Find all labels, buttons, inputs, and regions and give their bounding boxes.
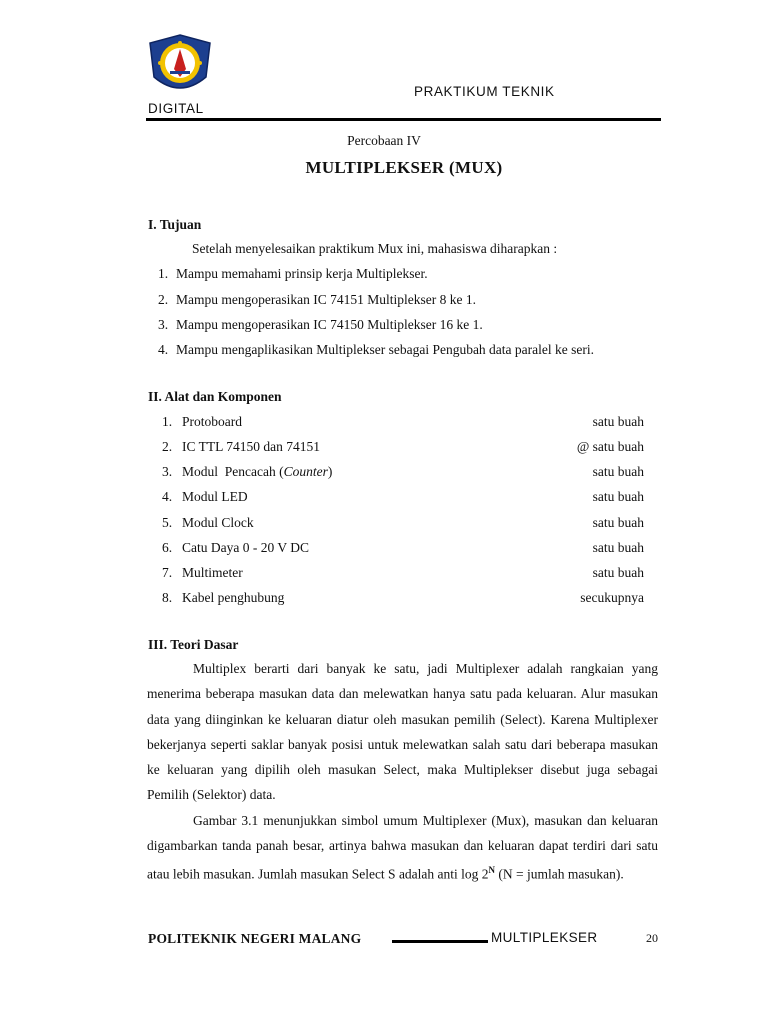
header-divider <box>146 118 661 121</box>
section-heading-alat: II. Alat dan Komponen <box>148 389 282 404</box>
institution-logo <box>146 33 214 97</box>
equipment-row: 2. IC TTL 74150 dan 74151 @ satu buah <box>162 439 644 454</box>
list-item: 4. Mampu mengaplikasikan Multiplekser sebagai Pengubah data paralel ke seri. <box>158 342 594 357</box>
equipment-row: 3. Modul Pencacah (Counter) satu buah <box>162 464 644 479</box>
page-title: MULTIPLEKSER (MUX) <box>305 158 503 177</box>
theory-paragraph-1: Multiplex berarti dari banyak ke satu, jadi Multiplexer adalah rangkaian yang menerima beberapa masukan data dan melewatkan hanya satu pada keluaran. Alur masukan data yang diinginkan ke keluaran diatur oleh masukan pemilih (Select). Karena Multiplexer bekerjanya seperti saklar banyak posisi untuk melewatkan salah satu dari beberapa masukan ke keluaran yang dipilih oleh masukan Select, maka Multiplekser disebut juga sebagai Pemilih (Selektor) data. <box>147 661 658 803</box>
footer-institution: POLITEKNIK NEGERI MALANG <box>148 931 362 946</box>
list-item: 2. Mampu mengoperasikan IC 74151 Multiplekser 8 ke 1. <box>158 292 476 307</box>
header-title: PRAKTIKUM TEKNIK <box>414 84 555 99</box>
section-heading-teori: III. Teori Dasar <box>148 637 239 652</box>
equipment-row: 5. Modul Clock satu buah <box>162 515 644 530</box>
tujuan-intro: Setelah menyelesaikan praktikum Mux ini, mahasiswa diharapkan : <box>192 241 558 256</box>
list-item: 1. Mampu memahami prinsip kerja Multiplekser. <box>158 266 428 281</box>
footer-section: MULTIPLEKSER <box>491 930 598 945</box>
equipment-row: 7. Multimeter satu buah <box>162 565 644 580</box>
footer-divider <box>392 940 488 943</box>
header-subtitle: DIGITAL <box>148 101 204 116</box>
equipment-row: 4. Modul LED satu buah <box>162 489 644 504</box>
equipment-row: 1. Protoboard satu buah <box>162 414 644 429</box>
list-item: 3. Mampu mengoperasikan IC 74150 Multiplekser 16 ke 1. <box>158 317 483 332</box>
theory-paragraph-2: Gambar 3.1 menunjukkan simbol umum Multiplexer (Mux), masukan dan keluaran digambarkan tanda panah besar, artinya bahwa masukan dan keluaran dapat terdiri dari satu atau lebih masukan. Jumlah masukan Select S adalah anti $\log 2^N$ (N = jumlah masukan). <box>147 812 658 882</box>
page-number: 20 <box>646 931 658 945</box>
equipment-row: 6. Catu Daya 0 - 20 V DC satu buah <box>162 540 644 555</box>
section-heading-tujuan: I. Tujuan <box>148 217 202 232</box>
experiment-label: Percobaan IV <box>347 133 421 148</box>
theory-body <box>147 656 658 887</box>
equipment-row: 8. Kabel penghubung secukupnya <box>162 590 644 605</box>
